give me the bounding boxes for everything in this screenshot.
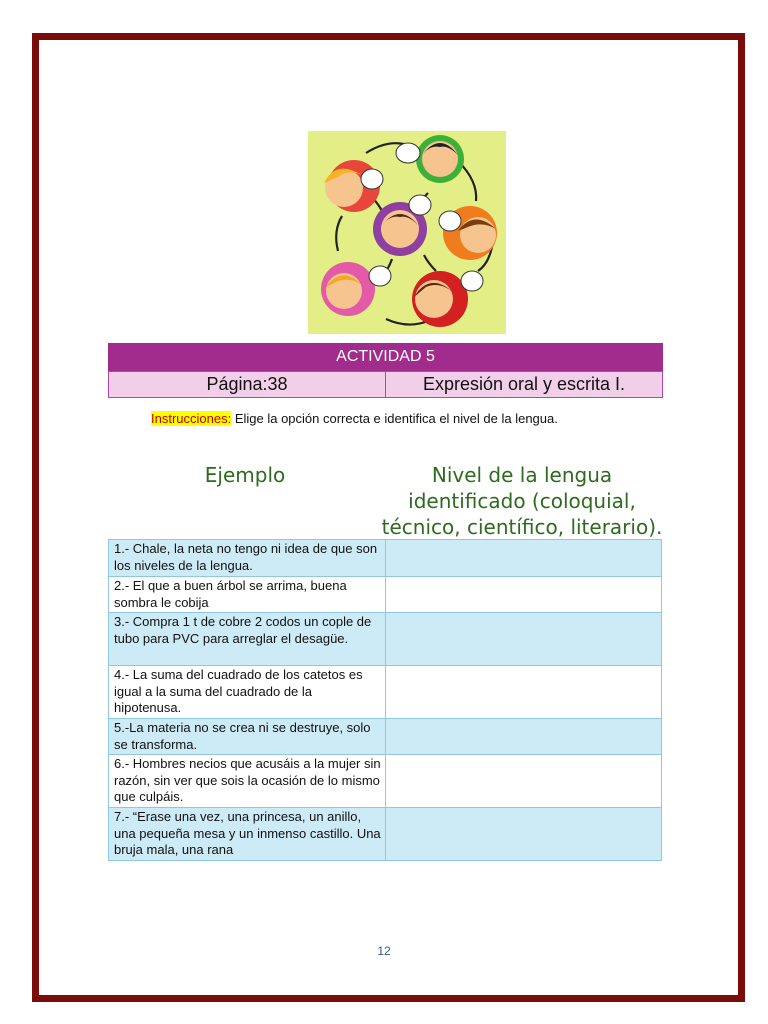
table-row — [109, 755, 662, 808]
activity-page: Página:38 — [109, 372, 386, 397]
column-header-example: Ejemplo — [204, 463, 286, 487]
example-cell: 6.- Hombres necios que acusáis a la mujer sin razón, sin ver que sois la ocasión de lo mismo que culpáis. — [109, 755, 386, 808]
level-answer-cell[interactable] — [386, 540, 662, 577]
example-cell: 3.- Compra 1 t de cobre 2 codos un cople de tubo para PVC para arreglar el desagüe. — [109, 613, 386, 666]
level-answer-cell[interactable] — [386, 666, 662, 719]
instructions-label: Instrucciones: — [151, 411, 232, 426]
example-cell: 1.- Chale, la neta no tengo ni idea de que son los niveles de la lengua. — [109, 540, 386, 577]
level-answer-cell[interactable] — [386, 719, 662, 755]
level-answer-cell[interactable] — [386, 808, 662, 861]
activity-subheader — [108, 371, 663, 398]
activity-title: ACTIVIDAD 5 — [108, 343, 663, 371]
table-row — [109, 666, 662, 719]
column-header-level: Nivel de la lengua identificado (coloquial, técnico, científico, literario). — [381, 463, 663, 539]
instructions — [151, 411, 558, 426]
table-row — [109, 719, 662, 755]
level-answer-cell[interactable] — [386, 577, 662, 613]
table-row — [109, 808, 662, 861]
children-talking-icon — [308, 131, 506, 334]
example-cell: 7.- “Erase una vez, una princesa, un anillo, una pequeña mesa y un inmenso castillo. Una bruja mala, una rana — [109, 808, 386, 861]
level-answer-cell[interactable] — [386, 613, 662, 666]
table-row — [109, 540, 662, 577]
children-talking-illustration — [308, 131, 506, 334]
level-answer-cell[interactable] — [386, 755, 662, 808]
page-number: 12 — [377, 944, 391, 958]
table-row — [109, 577, 662, 613]
examples-table — [108, 539, 662, 861]
table-row — [109, 613, 662, 666]
example-cell: 4.- La suma del cuadrado de los catetos es igual a la suma del cuadrado de la hipotenusa. — [109, 666, 386, 719]
example-cell: 2.- El que a buen árbol se arrima, buena sombra le cobija — [109, 577, 386, 613]
example-cell: 5.-La materia no se crea ni se destruye, solo se transforma. — [109, 719, 386, 755]
activity-subject: Expresión oral y escrita I. — [422, 374, 626, 394]
instructions-text: Elige la opción correcta e identifica el nivel de la lengua. — [231, 411, 558, 426]
